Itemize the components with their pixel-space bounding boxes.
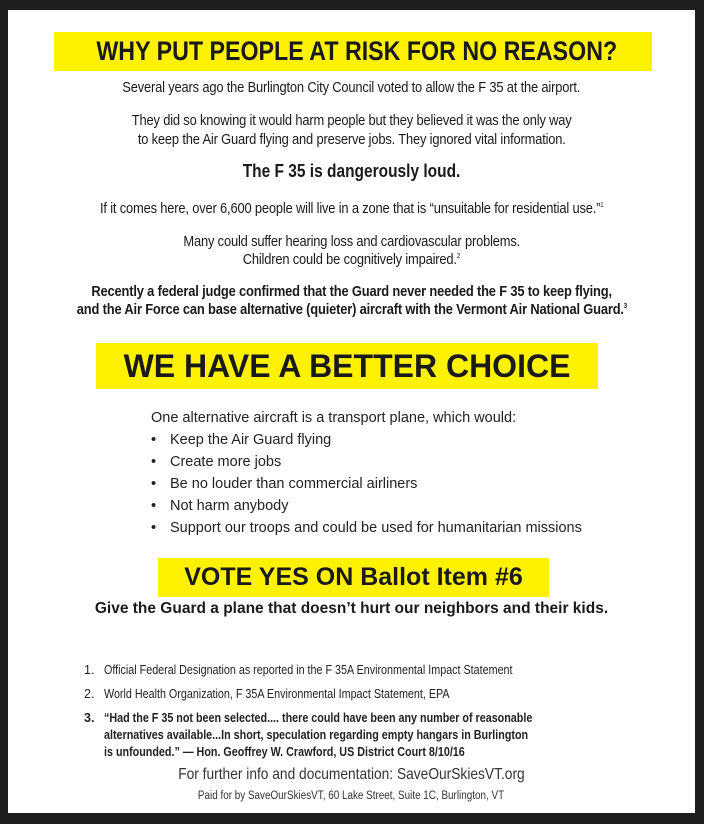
- list-item: [151, 454, 582, 476]
- reason-line-2: [8, 131, 695, 148]
- subheading-loud: [8, 161, 695, 182]
- footnote-text: World Health Organization, F 35A Environmental Impact Statement, EPA: [104, 687, 450, 701]
- reason-line-1: [8, 112, 695, 129]
- tagline: [8, 600, 695, 618]
- reason-text-2: to keep the Air Guard flying and preserve jobs. They ignored vital information.: [137, 131, 566, 148]
- judge-line-2: [8, 301, 695, 318]
- headline-text: WE HAVE A BETTER CHOICE: [123, 348, 571, 384]
- footnote-ref-3: 3: [623, 303, 627, 310]
- footnote-2: [84, 686, 602, 703]
- footer-paid-for: [8, 790, 695, 802]
- reason-text-1: They did so knowing it would harm people but they believed it was the only way: [131, 112, 572, 129]
- zone-paragraph: [8, 200, 695, 217]
- footnote-text: “Had the F 35 not been selected.... there could have been any number of reasonable: [104, 711, 533, 725]
- footnote-text: is unfounded.” — Hon. Geoffrey W. Crawford, US District Court 8/10/16: [104, 745, 465, 759]
- bullet-icon: •: [151, 454, 157, 470]
- footnote-ref-2: 2: [456, 253, 461, 260]
- footnote-text: Official Federal Designation as reported in the F 35A Environmental Impact Statement: [104, 663, 513, 677]
- list-item-text: Create more jobs: [170, 454, 282, 470]
- list-item: [151, 476, 582, 498]
- judge-text-2: and the Air Force can base alternative (quieter) aircraft with the Vermont Air National Guard.: [76, 301, 624, 318]
- intro-paragraph: [8, 79, 695, 96]
- list-item: [151, 520, 582, 542]
- headline-why-risk: [54, 32, 652, 71]
- headline-text: WHY PUT PEOPLE AT RISK FOR NO REASON?: [96, 36, 618, 66]
- footer-paid-text: Paid for by SaveOurSkiesVT, 60 Lake Street, Suite 1C, Burlington, VT: [198, 790, 505, 802]
- list-item-text: Not harm anybody: [170, 498, 289, 514]
- headline-better-choice: [96, 343, 598, 389]
- health-text-2: Children could be cognitively impaired.: [242, 251, 457, 268]
- footnote-ref-1: 1: [600, 202, 604, 209]
- headline-vote-yes: [158, 558, 549, 597]
- footer-info: [8, 766, 695, 784]
- headline-text: VOTE YES ON Ballot Item #6: [184, 563, 523, 591]
- intro-text: Several years ago the Burlington City Council voted to allow the F 35 at the airport.: [122, 79, 581, 96]
- footnotes: [84, 662, 602, 768]
- judge-text-1: Recently a federal judge confirmed that the Guard never needed the F 35 to keep flying,: [91, 283, 612, 300]
- bullet-icon: •: [151, 520, 157, 536]
- list-item-text: Support our troops and could be used for humanitarian missions: [170, 520, 582, 536]
- health-line-1: [8, 233, 695, 250]
- footnote-3: [84, 710, 602, 761]
- subheading-text: The F 35 is dangerously loud.: [242, 161, 461, 181]
- list-item-text: Be no louder than commercial airliners: [170, 476, 418, 492]
- health-line-2: [8, 251, 695, 268]
- bullet-icon: •: [151, 498, 157, 514]
- judge-line-1: [8, 283, 695, 300]
- list-item-text: Keep the Air Guard flying: [170, 432, 332, 448]
- footnote-number: 2.: [84, 687, 95, 701]
- footnote-1: [84, 662, 602, 679]
- flyer-page: [8, 10, 695, 813]
- zone-text: If it comes here, over 6,600 people will live in a zone that is “unsuitable for residential use.”: [99, 200, 601, 217]
- alternative-list: [151, 410, 582, 542]
- bullet-icon: •: [151, 476, 157, 492]
- footer-info-text: For further info and documentation: SaveOurSkiesVT.org: [178, 766, 525, 783]
- list-item: [151, 498, 582, 520]
- list-item: [151, 432, 582, 454]
- footnote-number: 3.: [84, 711, 95, 725]
- tagline-text: Give the Guard a plane that doesn’t hurt our neighbors and their kids.: [94, 600, 609, 617]
- footnote-text: alternatives available...In short, speculation regarding empty hangars in Burlington: [104, 728, 529, 742]
- list-intro: One alternative aircraft is a transport plane, which would:: [151, 410, 517, 426]
- health-text-1: Many could suffer hearing loss and cardiovascular problems.: [183, 233, 520, 250]
- bullet-icon: •: [151, 432, 157, 448]
- footnote-number: 1.: [84, 663, 95, 677]
